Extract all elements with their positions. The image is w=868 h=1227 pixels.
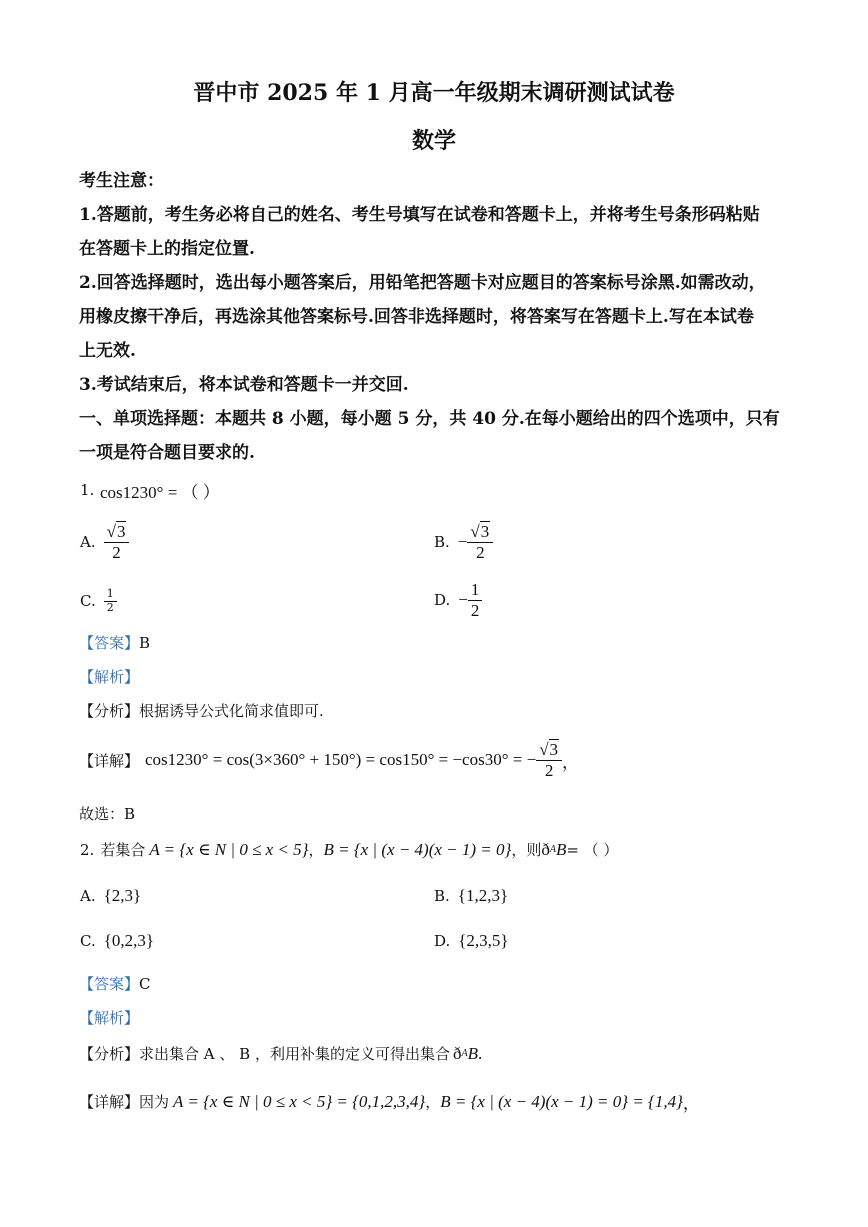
q2-answer (79, 973, 151, 994)
q1-detail: 【详解】 cos1230° = cos(3×360° + 150°) = cos150° = −cos30° = − $\frac{√3}{2}$ ， (79, 740, 580, 780)
q2-option-c-label: C. (80, 932, 96, 950)
q2-option-b (434, 886, 508, 906)
q1-detail-expression: cos1230° = cos(3×360° + 150°) = cos150° = −cos30° = − (145, 750, 537, 770)
q1-answer-value: B (139, 634, 151, 652)
q2-stem-prefix: 若集合 (100, 841, 146, 859)
q1-option-d-value: $\frac{1}{2}$ (468, 580, 483, 620)
q2-option-b-label: B. (434, 887, 450, 905)
q2-option-a (80, 886, 141, 906)
q2-stem: 2. 若集合 A = {x ∈ N | 0 ≤ x < 5} ， B = {x | (x − 4)(x − 1) = 0} ，则 ð A B = （ ） (80, 839, 619, 859)
q2-stem-separator: ， (308, 841, 324, 859)
q1-fenxi-label: 【分析】 (79, 702, 140, 720)
q2-number: 2. (80, 840, 95, 859)
q2-set-a: A = {x ∈ N | 0 ≤ x < 5} (149, 839, 309, 859)
q1-option-d-label: D. (434, 591, 451, 610)
q1-analysis-label: 【解析】 (79, 668, 140, 686)
q2-set-b: B = {x | (x − 4)(x − 1) = 0} (323, 839, 512, 859)
q1-conclusion: 故选：B (79, 805, 136, 823)
notice-2-line-1: 2.回答选择题时，选出每小题答案后，用铅笔把答题卡对应题目的答案标号涂黑.如需改动， (79, 273, 766, 293)
q1-number: 1. (80, 481, 95, 499)
q1-option-d: D. − $\frac{1}{2}$ (434, 580, 482, 620)
notice-3: 3.考试结束后，将本试卷和答题卡一并交回. (79, 375, 409, 395)
notice-2-line-3: 上无效. (79, 341, 136, 361)
q1-option-b: B. − $\frac{√3}{2}$ (434, 522, 493, 562)
q2-option-c-value: {0,2,3} (103, 931, 155, 950)
q2-option-d (434, 931, 509, 951)
q2-option-a-value: {2,3} (103, 886, 142, 905)
q2-stem-suffix: = （ ） (566, 841, 619, 859)
q2-detail-label: 【详解】 (79, 1093, 140, 1111)
q1-detail-label: 【详解】 (79, 751, 140, 770)
q2-option-c (80, 931, 154, 951)
q2-detail-separator: ， (425, 1093, 441, 1111)
q1-option-a (80, 522, 129, 562)
q2-option-d-label: D. (434, 932, 451, 950)
q1-option-c-label: C. (80, 592, 96, 611)
q1-option-a-value: $\frac{√3}{2}$ (104, 522, 130, 562)
q2-stem-then: ，则 (511, 841, 542, 859)
q1-option-c (80, 588, 117, 614)
q2-complement-symbol: ð (541, 839, 550, 859)
q2-answer-value: C (139, 975, 151, 993)
q1-option-b-value: $\frac{√3}{2}$ (467, 522, 493, 562)
q2-fenxi-label: 【分析】 (79, 1045, 140, 1063)
notice-1-line-1: 1.答题前，考生务必将自己的姓名、考生号填写在试卷和答题卡上，并将考生号条形码粘贴 (79, 205, 760, 225)
notice-2-line-2: 用橡皮擦干净后，再选涂其他答案标号.回答非选择题时，将答案写在答题卡上.写在本试卷 (79, 307, 754, 327)
q2-fenxi-complement: ð (452, 1043, 462, 1063)
section-heading-line-2: 一项是符合题目要求的. (79, 443, 255, 463)
q1-answer-label: 【答案】 (79, 634, 140, 652)
q2-detail-set-a: A = {x ∈ N | 0 ≤ x < 5} = {0,1,2,3,4} (173, 1091, 426, 1111)
q2-option-d-value: {2,3,5} (458, 931, 509, 950)
q2-fenxi-text: 求出集合 A 、 B ，利用补集的定义可得出集合 (139, 1045, 450, 1063)
notice-1-line-2: 在答题卡上的指定位置. (79, 239, 255, 259)
q2-answer-label: 【答案】 (79, 975, 140, 993)
q2-detail: 【详解】 因为 A = {x ∈ N | 0 ≤ x < 5} = {0,1,2,3,4} ， B = {x | (x − 4)(x − 1) = 0} = {1,4} ， (79, 1091, 700, 1113)
q1-fenxi-text: 根据诱导公式化简求值即可. (139, 702, 324, 720)
section-heading-line-1: 一、单项选择题：本题共 8 小题，每小题 5 分，共 40 分.在每小题给出的四个选项中，只有 (79, 409, 780, 429)
q1-option-a-label: A. (80, 533, 96, 552)
q2-detail-set-b: B = {x | (x − 4)(x − 1) = 0} = {1,4} (440, 1091, 683, 1111)
subject-title: 数学 (411, 128, 456, 154)
q1-stem: cos1230° = （ ） (100, 483, 220, 502)
q2-option-b-value: {1,2,3} (457, 886, 509, 905)
notice-heading: 考生注意： (79, 171, 164, 191)
q1-option-b-label: B. (434, 533, 450, 552)
q2-fenxi: 【分析】 求出集合 A 、 B ，利用补集的定义可得出集合 ð A B . (79, 1043, 483, 1063)
exam-title: 晋中市 2025 年 1 月高一年级期末调研测试试卷 (193, 80, 675, 106)
q1-option-c-value: $\frac{1}{2}$ (104, 588, 117, 614)
q2-analysis-label: 【解析】 (79, 1009, 140, 1027)
q1-detail-fraction: $\frac{√3}{2}$ (536, 740, 562, 780)
q1-fenxi (79, 700, 324, 721)
q2-option-a-label: A. (80, 887, 96, 905)
q2-detail-prefix: 因为 (139, 1093, 170, 1111)
q1-answer (79, 632, 150, 653)
